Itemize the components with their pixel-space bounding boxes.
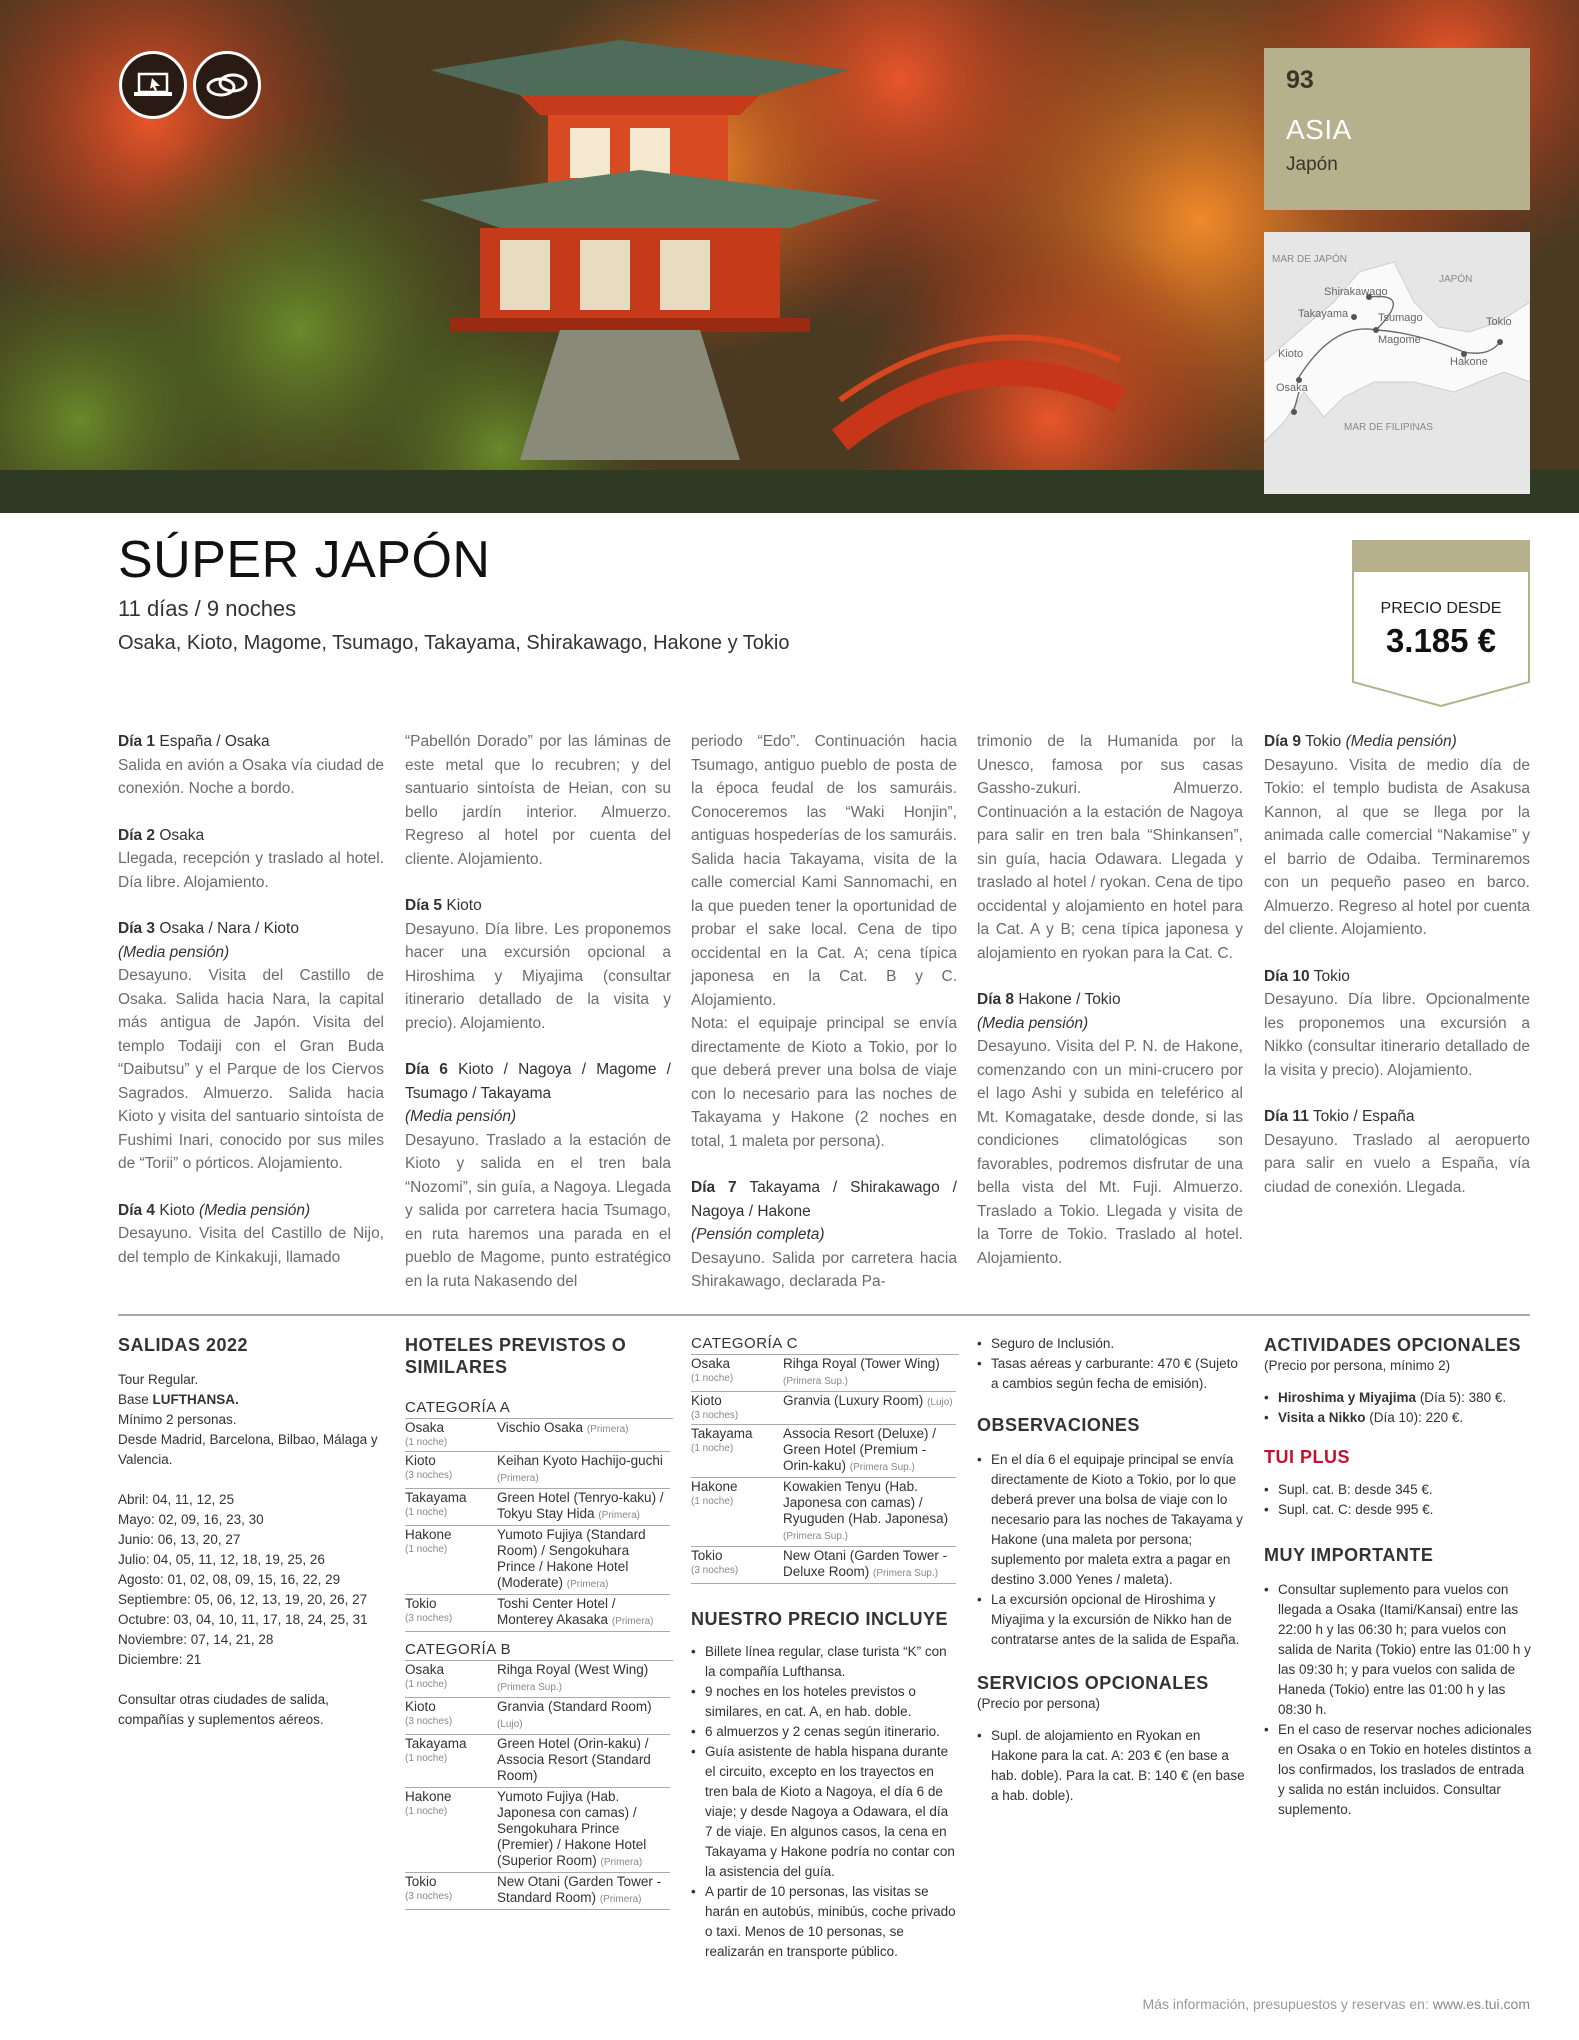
hotel-row — [405, 1452, 670, 1489]
hotel-category: (Primera Sup.) — [873, 1568, 939, 1579]
hotel-category: (Primera Sup.) — [783, 1531, 849, 1542]
date-row: Agosto: 01, 02, 08, 09, 15, 16, 22, 29 — [118, 1572, 341, 1587]
servicios-subtitle: (Precio por persona) — [977, 1696, 1101, 1711]
day-1: Día 1 España / Osaka Salida en avión a Osaka vía ciudad de conexión. Noche a bordo. — [118, 733, 384, 797]
hoteles-c-incluye-section — [691, 1334, 959, 1962]
hotel-row — [405, 1489, 670, 1526]
actividades-title: ACTIVIDADES OPCIONALES — [1264, 1335, 1522, 1355]
day-11: Día 11 Tokio / España Desayuno. Traslado al aeropuerto para salir en vuelo a España, vía ciudad de conexión. Llegada. — [1264, 1108, 1530, 1196]
hotel-row — [405, 1788, 670, 1873]
price-value: 3.185 € — [1385, 622, 1497, 659]
category-b-heading: CATEGORÍA B — [405, 1640, 673, 1661]
hotel-name: Vischio Osaka — [497, 1420, 584, 1435]
hotel-table-a — [405, 1419, 670, 1632]
hotel-nights: (3 noches) — [405, 1613, 453, 1624]
hotel-name: Granvia (Luxury Room) — [783, 1393, 924, 1408]
hotel-name: Associa Resort (Deluxe) / Green Hotel (Premium - Orin-kaku) — [783, 1426, 937, 1473]
servicio-item: • Supl. de alojamiento en Ryokan en Hakone para la cat. A: 203 € (en base a hab. doble). Para la cat. B: 140 € (en base a hab. doble). — [977, 1726, 1245, 1806]
hotel-city: Takayama (1 noche) — [691, 1425, 783, 1478]
incluye-title: NUESTRO PRECIO INCLUYE — [691, 1609, 949, 1629]
hotel-name-cell — [497, 1526, 670, 1595]
hotel-nights: (3 noches) — [405, 1891, 453, 1902]
hotel-city: Tokio (3 noches) — [405, 1873, 497, 1910]
hotel-nights: (1 noche) — [405, 1679, 448, 1690]
incluye-item: • Tasas aéreas y carburante: 470 € (Sujeto a cambios según fecha de emisión). — [977, 1354, 1245, 1394]
date-row: Septiembre: 05, 06, 12, 13, 19, 20, 26, 27 — [118, 1592, 368, 1607]
hotel-category: (Lujo) — [497, 1719, 523, 1730]
date-row: Junio: 06, 13, 20, 27 — [118, 1532, 241, 1547]
hotel-name-cell — [497, 1419, 670, 1452]
actividad-item: • Visita a Nikko (Día 10): 220 €. — [1264, 1408, 1532, 1428]
map-city-shirakawago: Shirakawago — [1324, 286, 1388, 298]
category-c-heading: CATEGORÍA C — [691, 1334, 959, 1355]
hoteles-title: HOTELES PREVISTOS O SIMILARES — [405, 1335, 627, 1377]
hotel-city: Hakone (1 noche) — [405, 1526, 497, 1595]
hotel-name-cell — [497, 1873, 670, 1910]
hotel-nights: (1 noche) — [405, 1507, 448, 1518]
hotel-name: Rihga Royal (West Wing) — [497, 1662, 649, 1677]
hotel-row — [691, 1478, 956, 1547]
hotel-city: Osaka (1 noche) — [405, 1419, 497, 1452]
incluye-item: • 6 almuerzos y 2 cenas según itinerario. — [691, 1722, 959, 1742]
itinerary-column-3 — [691, 730, 957, 1294]
hotel-city: Takayama (1 noche) — [405, 1489, 497, 1526]
actividades-subtitle: (Precio por persona, mínimo 2) — [1264, 1358, 1451, 1373]
salidas-title: SALIDAS 2022 — [118, 1335, 249, 1355]
incluye-item: • 9 noches en los hoteles previstos o similares, en cat. A, en hab. doble. — [691, 1682, 959, 1722]
departure-cities: Desde Madrid, Barcelona, Bilbao, Málaga y Valencia. — [118, 1432, 378, 1467]
hotel-name: New Otani (Garden Tower - Standard Room) — [497, 1874, 662, 1905]
incluye-item: • Seguro de Inclusión. — [977, 1334, 1245, 1354]
itinerary-column-5 — [1264, 730, 1530, 1222]
map-city-hakone: Hakone — [1450, 356, 1488, 368]
region-name: ASIA — [1286, 114, 1352, 145]
hotel-nights: (3 noches) — [691, 1565, 739, 1576]
itinerary-column-2 — [405, 730, 671, 1293]
incluye-list — [691, 1642, 959, 1962]
hotel-name-cell — [783, 1392, 956, 1425]
date-row: Diciembre: 21 — [118, 1652, 202, 1667]
hotel-category: (Primera) — [599, 1894, 642, 1905]
tui-plus-list — [1264, 1480, 1532, 1520]
importante-title: MUY IMPORTANTE — [1264, 1545, 1434, 1565]
day-3: Día 3 Osaka / Nara / Kioto (Media pensión) Desayuno. Visita del Castillo de Osaka. Salida hacia Nara, la capital más antigua de Japón. Visita del templo Todaiji con el Gran Buda “Daibutsu” y el Parque de los Ciervos Sagrados. Almuerzo. Salida hacia Kioto y visita del santuario sintoísta de Fushimi Inari, conocido por sus miles de “Torii” o pórticos. Alojamiento. — [118, 920, 384, 1172]
hotel-name-cell — [497, 1661, 670, 1698]
map-city-kioto: Kioto — [1278, 348, 1304, 360]
section-divider — [118, 1314, 1530, 1316]
hotel-category: (Primera Sup.) — [783, 1376, 849, 1387]
hotel-nights: (1 noche) — [405, 1437, 448, 1448]
hotel-table-b — [405, 1661, 670, 1910]
map-label-sea-japan: MAR DE JAPÓN — [1272, 254, 1348, 265]
hotel-name-cell — [497, 1735, 670, 1788]
hotel-city: Tokio (3 noches) — [691, 1547, 783, 1584]
hotel-category: (Primera) — [566, 1579, 609, 1590]
hotel-category: (Primera) — [611, 1616, 654, 1627]
hotel-name-cell — [497, 1489, 670, 1526]
hotel-city: Osaka (1 noche) — [405, 1661, 497, 1698]
footer-link[interactable]: www.es.tui.com — [1432, 1996, 1530, 2012]
day-10: Día 10 Tokio Desayuno. Día libre. Opcionalmente les proponemos una excursión a Nikko (consultar itinerario detallado de la visita y precio). Alojamiento. — [1264, 967, 1530, 1079]
hotel-name-cell — [783, 1547, 956, 1584]
salidas-note: Consultar otras ciudades de salida, compañías y suplementos aéreos. — [118, 1692, 329, 1727]
hotel-table-c — [691, 1355, 956, 1584]
hotel-row — [691, 1392, 956, 1425]
date-row: Mayo: 02, 09, 16, 23, 30 — [118, 1512, 264, 1527]
hotel-category: (Primera) — [586, 1424, 629, 1435]
hotel-name-cell — [497, 1788, 670, 1873]
minimum-people: Mínimo 2 personas. — [118, 1412, 237, 1427]
incluye-item: • Billete línea regular, clase turista “K” con la compañía Lufthansa. — [691, 1642, 959, 1682]
hotel-nights: (1 noche) — [691, 1373, 734, 1384]
hotel-name-cell — [497, 1698, 670, 1735]
day-5: Día 5 Kioto Desayuno. Día libre. Les proponemos hacer una excursión opcional a Hiroshima y Miyajima (consultar itinerario detallado de la visita y precio). Alojamiento. — [405, 897, 671, 1032]
importante-item: • En el caso de reservar noches adicionales en Osaka o en Tokio en hoteles distintos a los confirmados, los traslados de entrada y salida no están incluidos. Consultar suplemento. — [1264, 1720, 1532, 1820]
itinerary-column-1 — [118, 730, 384, 1269]
incluye-list-cont — [977, 1334, 1245, 1394]
wedding-rings-icon — [193, 51, 261, 119]
hotel-name: Rihga Royal (Tower Wing) — [783, 1356, 940, 1371]
map-city-takayama: Takayama — [1298, 308, 1349, 320]
observaciones-section — [977, 1334, 1245, 1806]
day-7: Día 7 Takayama / Shirakawago / Nagoya / Hakone (Pensión completa) Desayuno. Salida por carretera hacia Shirakawago, declarada Pa- — [691, 1179, 957, 1290]
hotel-category: (Primera Sup.) — [497, 1682, 563, 1693]
hotel-category: (Primera Sup.) — [849, 1462, 915, 1473]
day-4-cont: “Pabellón Dorado” por las láminas de este metal que lo recubren; y del santuario sintoísta de Heian, con su bello jardín interior. Almuerzo. Regreso al hotel por cuenta del cliente. Alojamiento. — [405, 733, 671, 868]
country-name: Japón — [1286, 154, 1338, 175]
hoteles-section — [405, 1334, 673, 1910]
day-7-cont: trimonio de la Humanida por la Unesco, famosa por sus casas Gassho-zukuri. Almuerzo. Continuación a la estación de Nagoya para salir en tren bala “Shinkansen”, sin guía, hacia Odawara. Llegada y traslado al hotel / ryokan. Cena de tipo occidental y alojamiento en hotel para la Cat. A y B; cena típica japonesa y alojamiento en ryokan para la Cat. C. — [977, 733, 1243, 962]
hotel-name: Yumoto Fujiya (Hab. Japonesa con camas) / Sengokuhara Prince (Premier) / Hakone Hotel (Superior Room) — [497, 1789, 647, 1868]
online-booking-icon — [119, 51, 187, 119]
importante-list — [1264, 1580, 1532, 1820]
map-city-tokio: Tokio — [1486, 316, 1512, 328]
hotel-nights: (1 noche) — [405, 1806, 448, 1817]
day-4: Día 4 Kioto (Media pensión) Desayuno. Visita del Castillo de Nijo, del templo de Kinkakuji, llamado — [118, 1201, 384, 1266]
date-row: Abril: 04, 11, 12, 25 — [118, 1492, 235, 1507]
trip-title: SÚPER JAPÓN — [118, 531, 491, 589]
day-6-cont: periodo “Edo”. Continuación hacia Tsumago, antiguo pueblo de posta de la época feudal de los samuráis. Conoceremos las “Waki Honjin”, antiguas hospederías de los samuráis. Salida hacia Takayama, visita de la calle comercial Kami Sannomachi, en la que pueden tener la oportunidad de probar el sake local. Cena de tipo occidental en la Cat. A; cena típica japonesa en la Cat. B y C. Alojamiento. — [691, 733, 957, 1009]
day-9: Día 9 Tokio (Media pensión) Desayuno. Visita de medio día de Tokio: el templo budista de Asakusa Kannon, al que se llega por la animada calle comercial “Nakamise” y el barrio de Odaiba. Terminaremos con un pequeño paseo en barco. Almuerzo. Regreso al hotel por cuenta del cliente. Alojamiento. — [1264, 733, 1530, 938]
hotel-row — [405, 1595, 670, 1632]
map-label-sea-philippines: MAR DE FILIPINAS — [1344, 422, 1433, 433]
japan-map-shape — [1264, 232, 1530, 494]
tui-plus-title: TUI PLUS — [1264, 1447, 1351, 1467]
hotel-name: Green Hotel (Orin-kaku) / Associa Resort (Standard Room) — [497, 1736, 651, 1783]
hotel-name-cell — [783, 1425, 956, 1478]
price-label: PRECIO DESDE — [1380, 600, 1502, 617]
hotel-row — [405, 1661, 670, 1698]
actividad-item: • Hiroshima y Miyajima (Día 5): 380 €. — [1264, 1388, 1532, 1408]
observacion-item: • La excursión opcional de Hiroshima y Miyajima y la excursión de Nikko han de contratarse antes de la salida de España. — [977, 1590, 1245, 1650]
hotel-category: (Primera) — [600, 1857, 643, 1868]
date-row: Noviembre: 07, 14, 21, 28 — [118, 1632, 274, 1647]
trip-duration: 11 días / 9 noches — [118, 596, 297, 621]
hotel-row — [405, 1526, 670, 1595]
itinerary-column-4 — [977, 730, 1243, 1293]
day-2: Día 2 Osaka Llegada, recepción y traslado al hotel. Día libre. Alojamiento. — [118, 826, 384, 891]
hotel-name: New Otani (Garden Tower - Deluxe Room) — [783, 1548, 948, 1579]
observaciones-list — [977, 1450, 1245, 1650]
hotel-name-cell — [783, 1478, 956, 1547]
map-city-magome: Magome — [1378, 334, 1421, 346]
hotel-city: Kioto (3 noches) — [691, 1392, 783, 1425]
hotel-category: (Lujo) — [927, 1397, 953, 1408]
hero-image — [0, 0, 1579, 513]
tui-plus-item: • Supl. cat. B: desde 345 €. — [1264, 1480, 1532, 1500]
observaciones-title: OBSERVACIONES — [977, 1415, 1140, 1435]
hotel-name-cell — [783, 1355, 956, 1392]
category-a-heading: CATEGORÍA A — [405, 1398, 673, 1419]
hotel-city: Kioto (3 noches) — [405, 1698, 497, 1735]
hotel-name: Granvia (Standard Room) — [497, 1699, 652, 1714]
observacion-item: • En el día 6 el equipaje principal se envía directamente de Kioto a Tokio, por lo que deberá prever una bolsa de viaje con lo necesario para las noches de Takayama y Hakone (una maleta por persona; suplemento por maleta extra a pagar en destino 3.000 Yenes / maleta). — [977, 1450, 1245, 1590]
hotel-name: Kowakien Tenyu (Hab. Japonesa con camas) / Ryuguden (Hab. Japonesa) — [783, 1479, 949, 1526]
trip-route: Osaka, Kioto, Magome, Tsumago, Takayama, Shirakawago, Hakone y Tokio — [118, 632, 790, 654]
hotel-name-cell — [497, 1595, 670, 1632]
hotel-row — [405, 1698, 670, 1735]
hotel-nights: (1 noche) — [691, 1443, 734, 1454]
servicios-list — [977, 1726, 1245, 1806]
hotel-name: Keihan Kyoto Hachijo-guchi — [497, 1453, 663, 1468]
actividades-section — [1264, 1334, 1532, 1820]
footer-info: Más información, presupuestos y reservas en: www.es.tui.com — [1142, 1996, 1530, 2012]
salidas-section — [118, 1334, 388, 1730]
hotel-nights: (3 noches) — [405, 1716, 453, 1727]
hotel-nights: (3 noches) — [405, 1470, 453, 1481]
page-number: 93 — [1286, 66, 1314, 94]
hotel-row — [691, 1425, 956, 1478]
hotel-nights: (1 noche) — [405, 1544, 448, 1555]
hotel-category: (Primera) — [497, 1473, 539, 1484]
hotel-name: Yumoto Fujiya (Standard Room) / Sengokuhara Prince / Hakone Hotel (Moderate) — [497, 1527, 646, 1590]
hotel-name: Green Hotel (Tenryo-kaku) / Tokyu Stay Hida — [497, 1490, 664, 1521]
price-badge — [1352, 540, 1530, 708]
date-row: Octubre: 03, 04, 10, 11, 17, 18, 24, 25, 31 — [118, 1612, 368, 1627]
hotel-category: (Primera) — [598, 1510, 640, 1521]
incluye-item: • A partir de 10 personas, las visitas se harán en autobús, minibús, coche privado o taxi. Menos de 10 personas, se realizarán en transporte público. — [691, 1882, 959, 1962]
map-city-osaka: Osaka — [1276, 382, 1308, 394]
hotel-row — [405, 1419, 670, 1452]
hotel-name-cell — [497, 1452, 670, 1489]
departure-dates — [118, 1490, 388, 1670]
actividades-list — [1264, 1388, 1532, 1428]
tui-plus-item: • Supl. cat. C: desde 995 €. — [1264, 1500, 1532, 1520]
hotel-row — [405, 1873, 670, 1910]
date-row: Julio: 04, 05, 11, 12, 18, 19, 25, 26 — [118, 1552, 325, 1567]
map-city-tsumago: Tsumago — [1378, 312, 1423, 324]
hotel-row — [691, 1355, 956, 1392]
hotel-city: Hakone (1 noche) — [691, 1478, 783, 1547]
route-map — [1264, 232, 1530, 494]
hotel-city: Takayama (1 noche) — [405, 1735, 497, 1788]
map-label-japan: JAPÓN — [1439, 274, 1473, 285]
hotel-name: Toshi Center Hotel / Monterey Akasaka — [497, 1596, 616, 1627]
base-airline: Base LUFTHANSA. — [118, 1392, 239, 1407]
hotel-nights: (3 noches) — [691, 1410, 739, 1421]
hotel-nights: (1 noche) — [405, 1753, 448, 1764]
hotel-city: Osaka (1 noche) — [691, 1355, 783, 1392]
importante-item: • Consultar suplemento para vuelos con llegada a Osaka (Itami/Kansai) entre las 22:00 h y las 06:30 h; para vuelos con salida de Narita (Tokio) entre las 01:00 h y las 09:30 h; y para vuelos con salida de Haneda (Tokio) entre las 01:00 h y las 08:30 h. — [1264, 1580, 1532, 1720]
incluye-item: • Guía asistente de habla hispana durante el circuito, excepto en los trayectos en tren bala de Kioto a Nagoya, el día 6 de viaje; y desde Nagoya a Odawara, el día 7 de viaje. En algunos casos, la cena en Takayama y Hakone podría no contar con la asistencia del guía. — [691, 1742, 959, 1882]
day-6-note: Nota: el equipaje principal se envía directamente de Kioto a Tokio, por lo que deberá prever una bolsa de viaje con lo necesario para las noches de Takayama y Hakone (2 noches en total, 1 maleta por persona). — [691, 1015, 957, 1150]
hotel-city: Tokio (3 noches) — [405, 1595, 497, 1632]
hotel-nights: (1 noche) — [691, 1496, 734, 1507]
day-8: Día 8 Hakone / Tokio (Media pensión) Desayuno. Visita del P. N. de Hakone, comenzando con un mini-crucero por el lago Ashi y subida en teleférico al Mt. Komagatake, desde donde, si las condiciones climatológicas son favorables, podremos disfrutar de una bella vista del Mt. Fuji. Almuerzo. Traslado a Tokio. Llegada y visita de la Torre de Tokio. Traslado al hotel. Alojamiento. — [977, 991, 1243, 1267]
servicios-title: SERVICIOS OPCIONALES — [977, 1673, 1209, 1693]
hotel-row — [691, 1547, 956, 1584]
hotel-city: Kioto (3 noches) — [405, 1452, 497, 1489]
region-badge — [1264, 48, 1530, 210]
hotel-row — [405, 1735, 670, 1788]
tour-type: Tour Regular. — [118, 1372, 199, 1387]
hotel-city: Hakone (1 noche) — [405, 1788, 497, 1873]
day-6: Día 6 Kioto / Nagoya / Magome / Tsumago / Takayama (Media pensión) Desayuno. Traslado a la estación de Kioto y salida en el tren bala “Nozomi”, sin guía, a Nagoya. Llegada y salida por carretera hacia Tsumago, en ruta haremos una parada en el pueblo de Magome, punto estratégico en la ruta Nakasendo del — [405, 1061, 671, 1290]
